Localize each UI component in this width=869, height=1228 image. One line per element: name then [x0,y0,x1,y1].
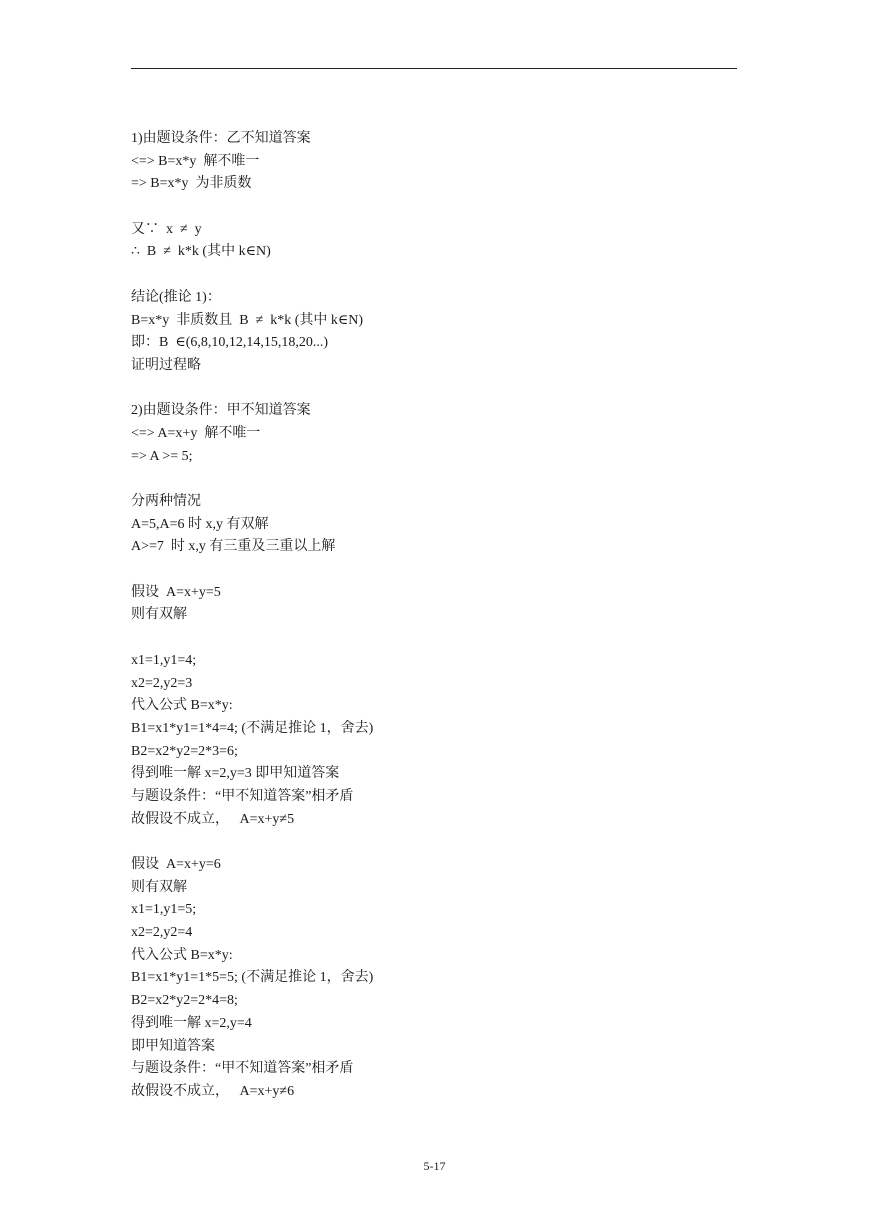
document-body [131,128,737,1104]
text-line: 分两种情况 [131,494,201,509]
paragraph [131,219,737,264]
text-line: B2=x2*y2=2*3=6; [131,743,238,759]
text-line: ∴ B ≠ k*k (其中 k∈N) [131,244,271,260]
blank-line [131,468,737,491]
text-line: 故假设不成立， A=x+y≠6 [131,1083,295,1099]
text-line: 则有双解 [131,607,187,623]
text-line: 代入公式 B=x*y: [131,947,233,963]
paragraph [131,491,737,559]
blank-line [131,559,737,582]
paragraph [131,128,737,196]
paragraph [131,287,737,378]
text-line: 又∵ x ≠ y [131,221,202,237]
text-line: B1=x1*y1=1*5=5; (不满足推论 1，舍去) [131,970,374,986]
text-line: 即甲知道答案 [131,1038,215,1054]
text-line: => A >= 5; [131,448,193,464]
blank-line [131,831,737,854]
text-line: x2=2,y2=3 [131,675,193,691]
text-line: B2=x2*y2=2*4=8; [131,993,238,1009]
text-line: 则有双解 [131,879,187,895]
text-line: 即：B ∈(6,8,10,12,14,15,18,20...) [131,335,329,351]
text-line: B1=x1*y1=1*4=4; (不满足推论 1，舍去) [131,720,374,736]
blank-line [131,627,737,650]
paragraph [131,650,737,832]
blank-line [131,196,737,219]
text-line: 与题设条件：“甲不知道答案”相矛盾 [131,788,354,804]
text-line: 故假设不成立， A=x+y≠5 [131,811,295,827]
text-line: 与题设条件：“甲不知道答案”相矛盾 [131,1061,354,1077]
text-line: 结论(推论 1)： [131,289,221,305]
text-line: A=5,A=6 时 x,y 有双解 [131,516,269,532]
text-line: <=> B=x*y 解不唯一 [131,153,260,169]
text-line: 得到唯一解 x=2,y=3 即甲知道答案 [131,766,340,782]
text-line: x2=2,y2=4 [131,925,193,941]
header-rule [131,68,737,69]
paragraph [131,854,737,1104]
page-number: 5-17 [423,1159,446,1173]
text-line: B=x*y 非质数且 B ≠ k*k (其中 k∈N) [131,312,364,328]
blank-line [131,378,737,401]
paragraph [131,582,737,627]
text-line: A>=7 时 x,y 有三重及三重以上解 [131,539,336,555]
text-line: 假设 A=x+y=5 [131,584,221,600]
text-line: 得到唯一解 x=2,y=4 [131,1015,252,1031]
text-line: 证明过程略 [131,357,201,373]
blank-line [131,264,737,287]
text-line: 假设 A=x+y=6 [131,857,221,872]
text-line: 代入公式 B=x*y: [131,698,233,714]
text-line: => B=x*y 为非质数 [131,176,252,192]
text-line: x1=1,y1=4; [131,652,197,668]
text-line: <=> A=x+y 解不唯一 [131,425,261,441]
text-line: 1)由题设条件：乙不知道答案 [131,131,311,146]
paragraph [131,400,737,468]
text-line: 2)由题设条件：甲不知道答案 [131,403,311,419]
text-line: x1=1,y1=5; [131,902,197,918]
